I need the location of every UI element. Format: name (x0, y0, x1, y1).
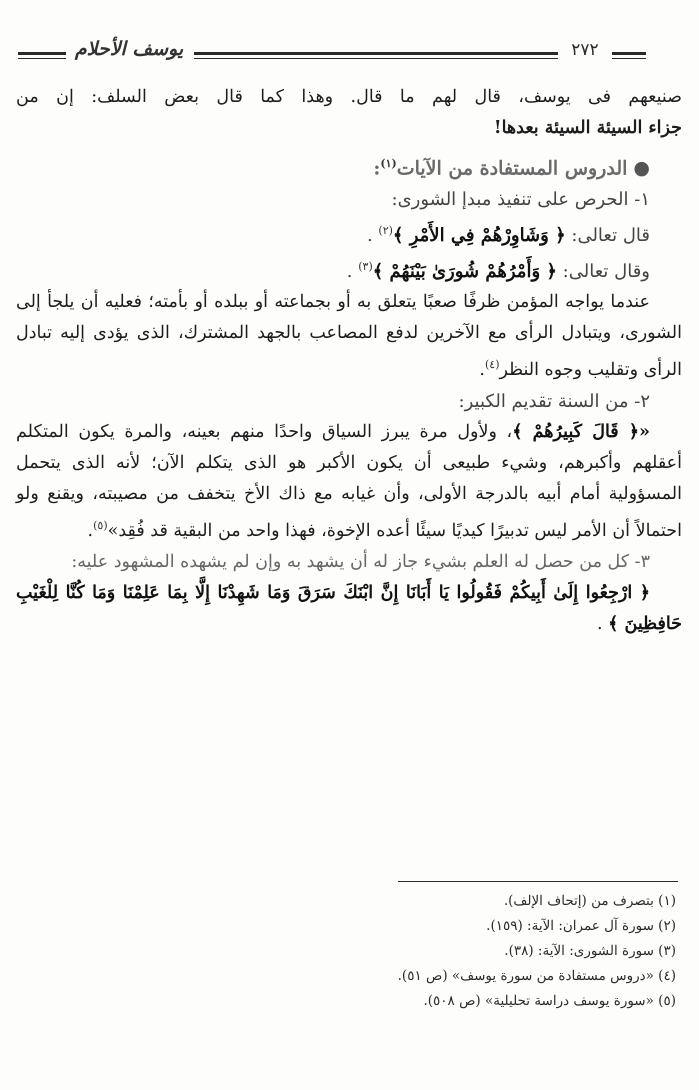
header-book-title: يوسف الأحلام (74, 38, 184, 60)
main-text (16, 82, 682, 640)
verse-1-footnote-ref: (٢) (378, 224, 393, 238)
header-rule-right (612, 52, 646, 55)
verse-2-line (16, 251, 682, 287)
verse-2-end: . (346, 261, 359, 283)
page-number: ٢٧٢ (571, 40, 599, 60)
footnote-5: (٥) «سورة يوسف دراسة تحليلية» (ص ٥٠٨). (423, 993, 676, 1009)
intro-line-2-text: جزاء السيئة السيئة بعدها! (493, 118, 682, 138)
paragraph-1-end: . (479, 360, 485, 381)
verse-1-line (16, 215, 682, 251)
paragraph-1-footnote-ref: (٤) (484, 358, 500, 372)
verse-2-footnote-ref: (٣) (358, 260, 373, 274)
verse-3-block (16, 578, 682, 640)
footnote-divider (398, 881, 678, 882)
section-heading-suffix: : (373, 157, 381, 180)
section-heading-footnote-ref: (١) (380, 157, 397, 170)
footnotes (240, 889, 676, 1014)
intro-line-1: صنيعهم فى يوسف، قال لهم ما قال. وهذا كما قال بعض السلف: إن من (16, 87, 682, 107)
footnote-1: (١) بتصرف من (إتحاف الإلف). (503, 893, 676, 909)
verse-2-text: ﴿ وَأَمْرُهُمْ شُورَىٰ بَيْنَهُمْ ﴾ (372, 261, 557, 283)
verse-1-prefix: قال تعالى: (565, 225, 650, 247)
paragraph-2-verse: «﴿ قَالَ كَبِيرُهُمْ ﴾ (512, 422, 650, 443)
footnote-4: (٤) «دروس مستفادة من سورة يوسف» (ص ٥١). (397, 968, 676, 984)
footnote-2: (٢) سورة آل عمران: الآية: (١٥٩). (486, 918, 676, 934)
point-3-title: ٣- كل من حصل له العلم بشيء جاز له أن يشهد به وإن لم يشهده المشهود عليه: (71, 551, 650, 572)
section-heading-text: الدروس المستفادة من الآيات (396, 157, 628, 180)
paragraph-1 (16, 287, 682, 386)
verse-3-end: . (597, 613, 609, 634)
verse-3-text: ﴿ ارْجِعُوا إِلَىٰ أَبِيكُمْ فَقُولُوا يَا أَبَانَا إِنَّ ابْنَكَ سَرَقَ وَمَا شَهِدْنَا إِلَّا بِمَا عَلِمْنَا وَمَا كُنَّا لِلْغَيْبِ حَافِظِينَ ﴾ (16, 582, 682, 634)
section-heading (16, 148, 682, 184)
point-1-title: ١- الحرص على تنفيذ مبدإ الشورى: (391, 189, 650, 211)
header-rule-middle (194, 52, 558, 55)
bullet-icon: ● (633, 157, 650, 180)
header-rule-left (18, 52, 66, 55)
paragraph-2-end: . (87, 520, 94, 541)
verse-1-end: . (366, 225, 379, 247)
running-header (18, 38, 684, 68)
verse-2-prefix: وقال تعالى: (556, 261, 650, 283)
paragraph-2 (16, 417, 682, 547)
paragraph-2-text: ، ولأول مرة يبرز السياق واحدًا منهم بعينه، والمرة يكون المتكلم أعقلهم وأكبرهم، وشيء طبيعى أن يكون الأكبر هو الذى يتكلم الآن؛ لأنه الذى يتحمل المسؤولية أمام أبيه بالدرجة الأولى، وأن غيابه مع ذاك الأخ يتخفف من مصيبته، ويقنع ولو احتمالاً أن الأمر ليس تدبيرًا كيديًا سيئًا أعده الإخوة، فهذا واحد من البقية قد فُقِد» (16, 422, 682, 541)
paragraph-2-footnote-ref: (٥) (93, 519, 108, 533)
verse-1-text: ﴿ وَشَاوِرْهُمْ فِي الأَمْرِ ﴾ (392, 225, 566, 247)
footnote-3: (٣) سورة الشورى: الآية: (٣٨). (504, 943, 676, 959)
point-2-title: ٢- من السنة تقديم الكبير: (458, 391, 650, 413)
paragraph-1-text: عندما يواجه المؤمن ظرفًا صعبًا يتعلق به أو بجماعته أو ببلده أو بأمته؛ فعليه أن يلجأ إلى الشورى، ويتبادل الرأى مع الآخرين لدفع المصاعب بالجهد المشترك، الذى يؤدى إليه تبادل الرأى وتقليب وجوه النظر (16, 292, 682, 381)
intro-line-2 (16, 113, 682, 144)
